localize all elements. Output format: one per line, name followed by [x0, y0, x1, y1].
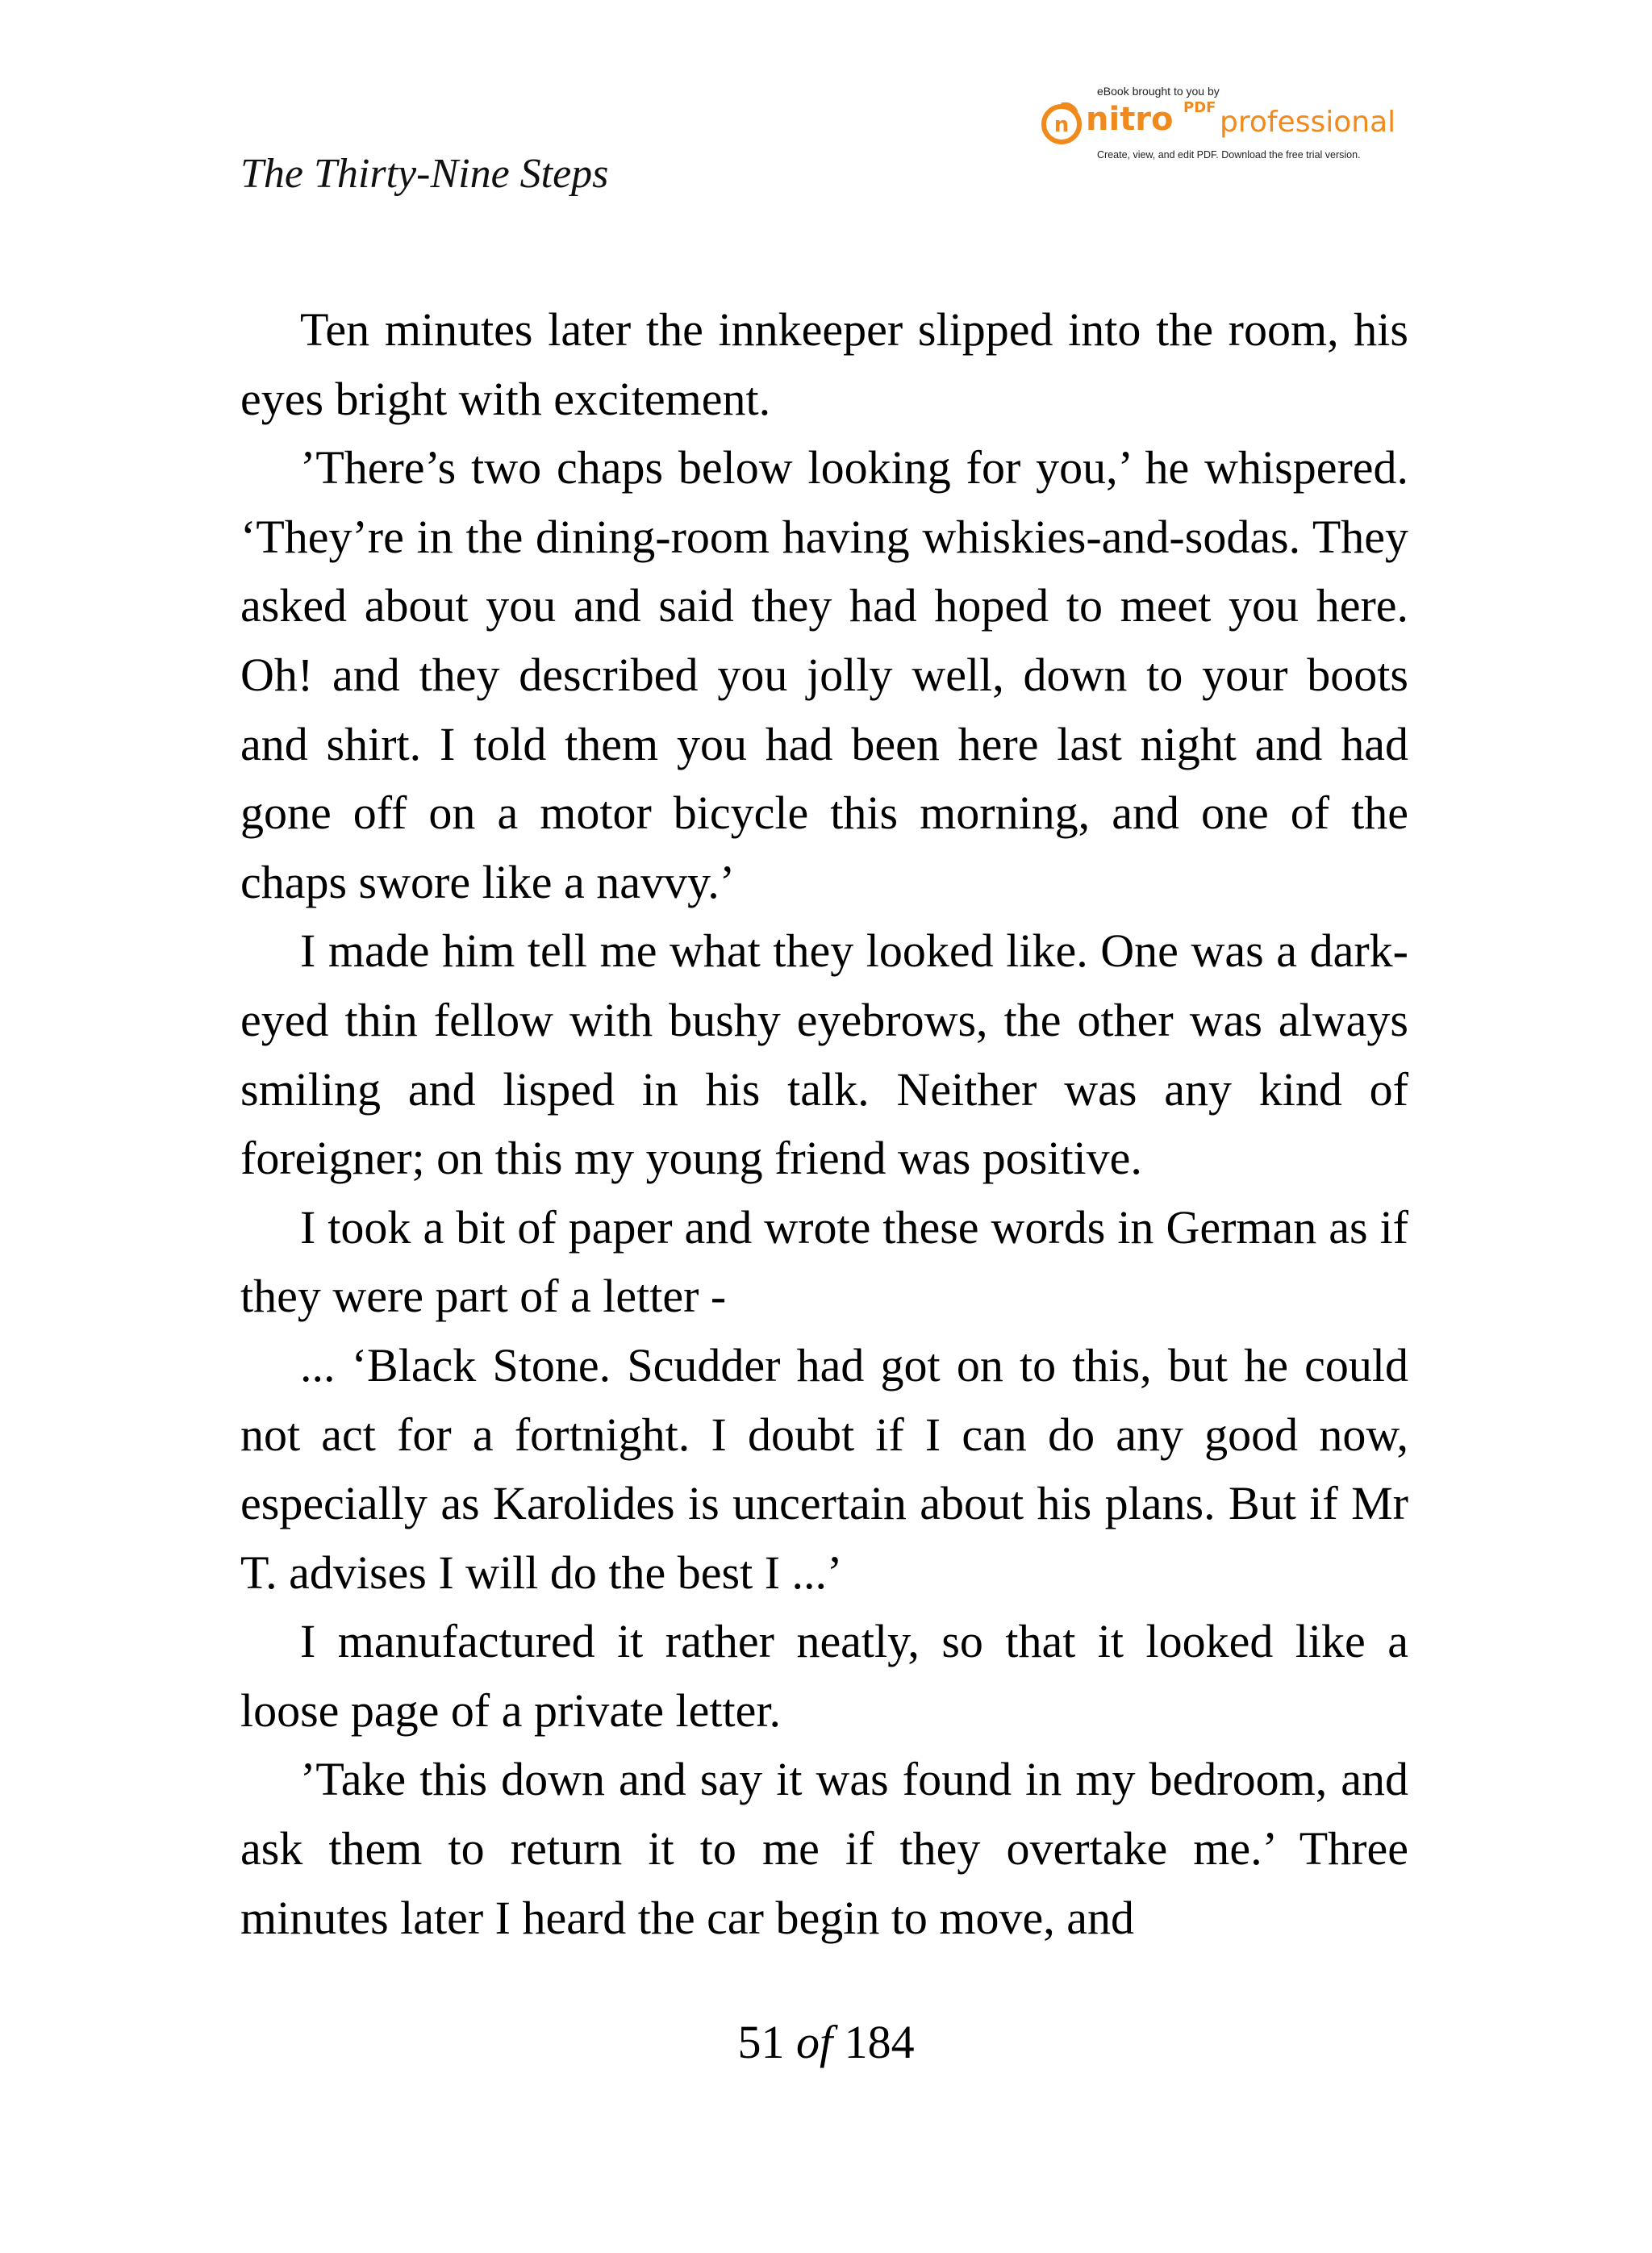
- page-of-word: of: [795, 2016, 833, 2068]
- watermark-edition: professional: [1220, 106, 1396, 139]
- paragraph: I manufactured it rather neatly, so that it looked like a loose page of a private letter.: [240, 1615, 1408, 1737]
- paragraph: ... ‘Black Stone. Scudder had got on to this, but he could not act for a fortnight. I doubt if I can do any good now, especially as Karolides is uncertain about his plans. But if Mr T. advises I will do the best I ...’: [240, 1338, 1408, 1599]
- page-number: [0, 2015, 1652, 2069]
- paragraph: ’There’s two chaps below looking for you,’ he whispered. ‘They’re in the dining-room having whiskies-and-sodas. They asked about you and said they had hoped to meet you here. Oh! and they described you jolly well, down to your boots and shirt. I told them you had been here last night and had gone off on a motor bicycle this morning, and one of the chaps swore like a navvy.’: [240, 441, 1408, 908]
- paragraph: I made him tell me what they looked like. One was a dark-eyed thin fellow with bushy eyebrows, the other was always smiling and lisped in his talk. Neither was any kind of foreigner; on this my young friend was positive.: [240, 924, 1408, 1185]
- nitro-pdf-watermark[interactable]: [1041, 85, 1420, 165]
- body-text: [240, 295, 1408, 1952]
- watermark-tagline: Create, view, and edit PDF. Download the free trial version.: [1097, 149, 1361, 161]
- paragraph: ’Take this down and say it was found in my bedroom, and ask them to return it to me if they overtake me.’ Three minutes later I heard the car begin to move, and: [240, 1753, 1408, 1944]
- watermark-brand: nitro: [1086, 101, 1174, 138]
- nitro-logo-icon: [1041, 102, 1083, 144]
- paragraph: I took a bit of paper and wrote these words in German as if they were part of a letter -: [240, 1200, 1408, 1323]
- running-header-title: The Thirty-Nine Steps: [240, 151, 609, 197]
- current-page: 51: [737, 2016, 785, 2068]
- paragraph: Ten minutes later the innkeeper slipped into the room, his eyes bright with excitement.: [240, 303, 1408, 425]
- svg-text:n: n: [1053, 113, 1070, 137]
- watermark-brought-by: eBook brought to you by: [1097, 85, 1220, 98]
- watermark-superscript: PDF: [1183, 99, 1216, 116]
- total-pages: 184: [844, 2016, 915, 2068]
